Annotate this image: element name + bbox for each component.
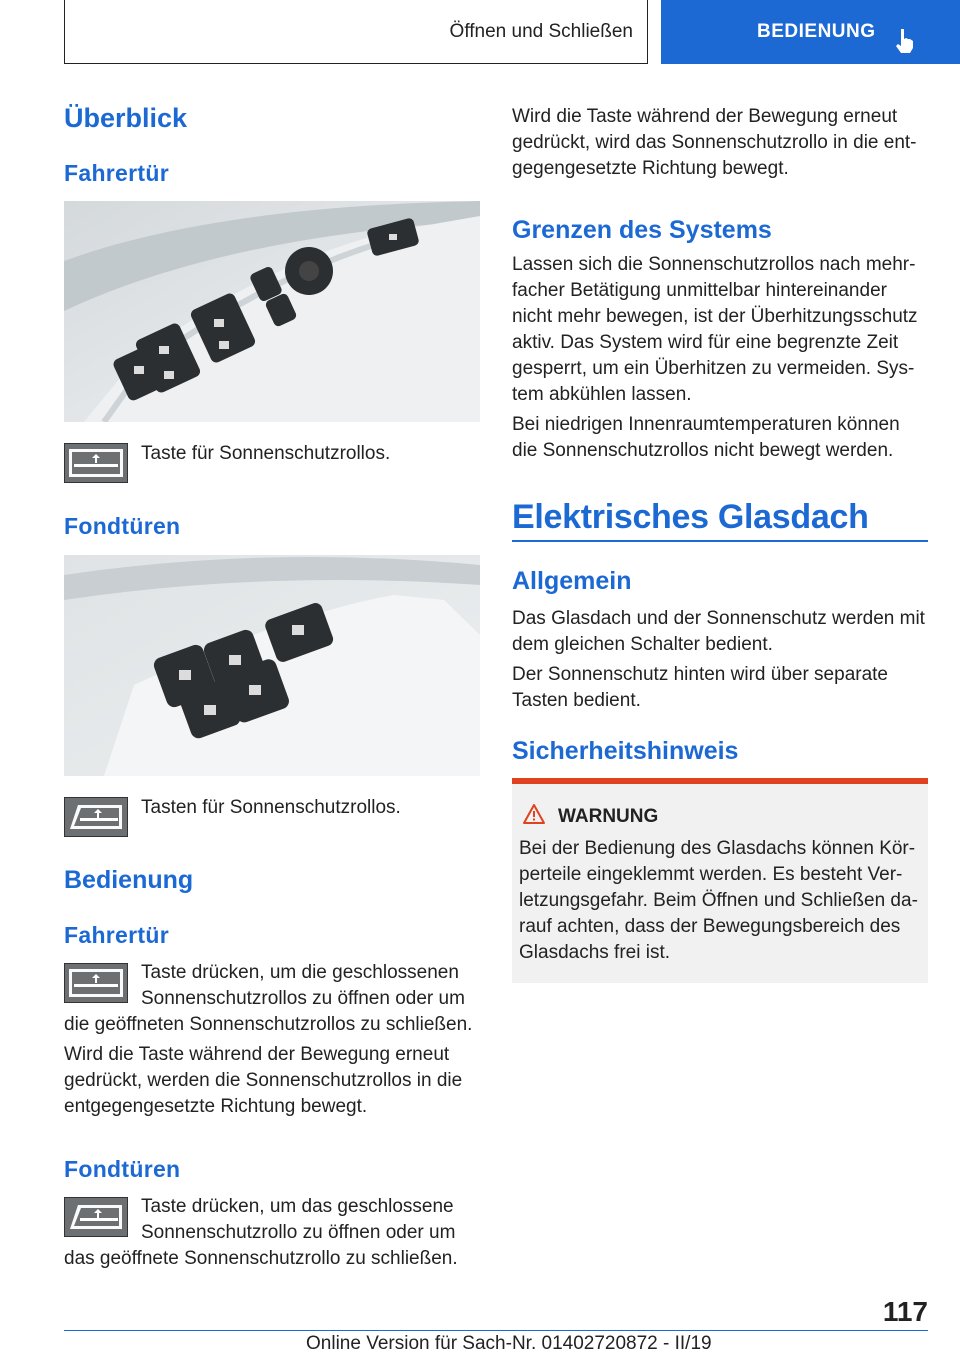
cont-line-3: gegengesetzte Richtung bewegt. <box>512 158 789 179</box>
section-rule <box>512 540 928 542</box>
glass-roof-title: Elektrisches Glasdach <box>512 498 869 536</box>
limits-title: Grenzen des Systems <box>512 216 772 244</box>
online-version-text: Online Version für Sach-Nr. 01402720872 - II/19 <box>306 1333 712 1354</box>
header-chapter-title: BEDIENUNG <box>757 21 876 42</box>
limits-line-2: facher Betätigung unmittelbar hintereinander <box>512 280 887 301</box>
rear-sunshade-button-icon <box>64 797 128 837</box>
limits-line-3: nicht mehr bewegen, ist der Überhitzungsschutz <box>512 306 918 327</box>
overview-title: Überblick <box>64 103 188 133</box>
warning-line-5: Glasdachs frei ist. <box>519 942 670 963</box>
op-rear-line-1: Taste drücken, um das geschlossene <box>141 1196 454 1217</box>
header-section-title: Öffnen und Schließen <box>449 20 633 42</box>
op-driver-title: Fahrertür <box>64 922 169 948</box>
operation-title: Bedienung <box>64 866 194 894</box>
warning-line-1: Bei der Bedienung des Glasdachs können Kör‐ <box>519 838 916 859</box>
cont-line-1: Wird die Taste während der Bewegung erneut <box>512 106 898 127</box>
warning-bar <box>512 778 928 784</box>
op-driver-line-3: die geöffneten Sonnenschutzrollos zu schließen. <box>64 1014 473 1035</box>
op-driver-line-4: Wird die Taste während der Bewegung erneut <box>64 1044 450 1065</box>
warning-label: WARNUNG <box>558 806 659 827</box>
warning-box <box>512 778 928 983</box>
limits-line-1: Lassen sich die Sonnenschutzrollos nach mehr‐ <box>512 254 916 275</box>
general-title: Allgemein <box>512 567 632 595</box>
pointing-hand-icon <box>895 28 915 54</box>
limits2-line-1: Bei niedrigen Innenraumtemperaturen können <box>512 414 900 435</box>
op-driver-line-6: entgegengesetzte Richtung bewegt. <box>64 1096 368 1117</box>
safety-title: Sicherheitshinweis <box>512 737 739 765</box>
op-driver-line-2: Sonnenschutzrollos zu öffnen oder um <box>141 988 465 1009</box>
op-rear-line-3: das geöffnete Sonnenschutzrollo zu schließen. <box>64 1248 458 1269</box>
cont-line-2: gedrückt, wird das Sonnenschutzrollo in die ent‐ <box>512 132 917 153</box>
warning-line-3: letzungsgefahr. Beim Öffnen und Schließen da‐ <box>519 890 918 911</box>
header-chapter-tab <box>661 0 960 64</box>
warning-line-2: perteile eingeklemmt werden. Es besteht Ver‐ <box>519 864 903 885</box>
limits2-line-2: die Sonnenschutzrollos nicht bewegt werden. <box>512 440 894 461</box>
footer-rule <box>64 1330 928 1331</box>
header-section-tab <box>64 0 648 64</box>
rear-doors-title: Fondtüren <box>64 513 181 539</box>
op-rear-line-2: Sonnenschutzrollo zu öffnen oder um <box>141 1222 456 1243</box>
rear-sunshade-button-icon-2 <box>64 1197 128 1237</box>
limits-line-6: tem abkühlen lassen. <box>512 384 692 405</box>
op-rear-title: Fondtüren <box>64 1156 181 1182</box>
rear-caption: Tasten für Sonnenschutzrollos. <box>141 797 401 818</box>
sunshade-button-icon <box>64 443 128 483</box>
limits-line-4: aktiv. Das System wird für eine begrenzte Zeit <box>512 332 899 353</box>
sunshade-button-icon-2 <box>64 963 128 1003</box>
rear-door-photo <box>64 555 480 776</box>
driver-door-title: Fahrertür <box>64 160 169 186</box>
general-line-1: Das Glasdach und der Sonnenschutz werden mit <box>512 608 925 629</box>
warning-line-4: rauf achten, dass der Bewegungsbereich des <box>519 916 901 937</box>
op-driver-line-5: gedrückt, werden die Sonnenschutzrollos in die <box>64 1070 463 1091</box>
general2-line-1: Der Sonnenschutz hinten wird über separate <box>512 664 889 685</box>
general2-line-2: Tasten bedient. <box>512 690 641 711</box>
driver-caption: Taste für Sonnenschutzrollos. <box>141 443 391 464</box>
limits-line-5: gesperrt, um ein Überhitzen zu vermeiden. Sys‐ <box>512 358 915 379</box>
general-line-2: dem gleichen Schalter bedient. <box>512 634 773 655</box>
driver-door-photo <box>64 201 480 422</box>
op-driver-line-1: Taste drücken, um die geschlossenen <box>141 962 459 983</box>
page-number: 117 <box>882 1296 928 1327</box>
warning-triangle-icon <box>522 803 546 825</box>
